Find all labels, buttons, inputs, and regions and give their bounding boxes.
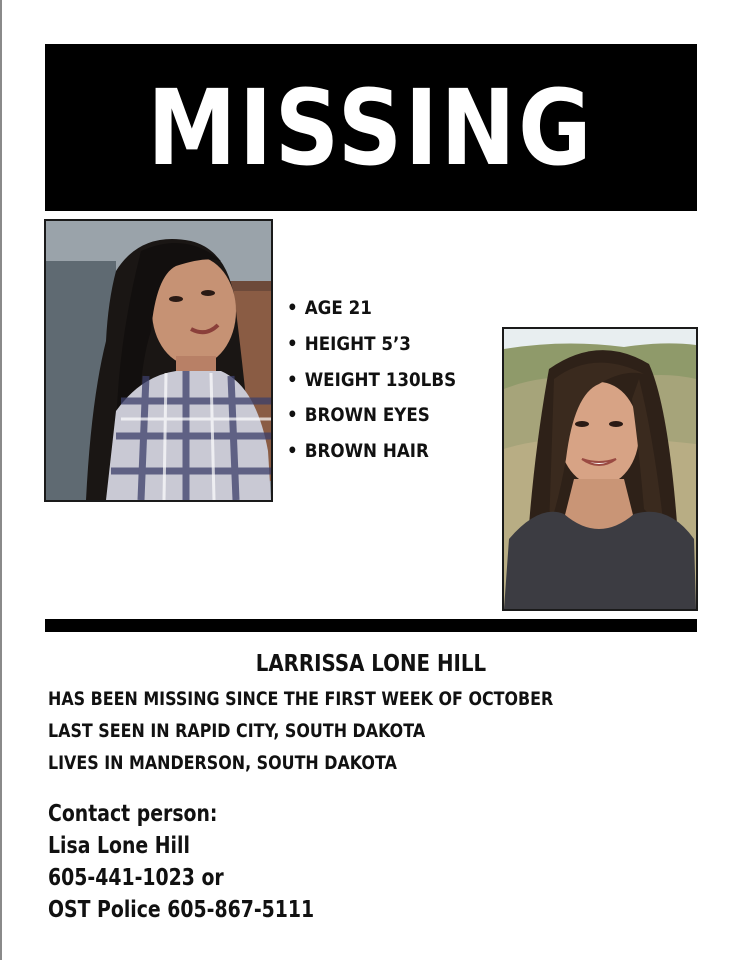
missing-person-name: LARRISSA LONE HILL (255, 651, 487, 677)
missing-banner (45, 44, 697, 211)
bullet-icon: • (287, 297, 298, 319)
poster-title: MISSING (147, 66, 595, 189)
detail-eyes: • BROWN EYES (287, 404, 430, 427)
contact-phone: 605-441-1023 or (48, 865, 224, 891)
bullet-icon: • (287, 332, 298, 355)
photo-indoor-image (46, 221, 271, 500)
info-missing-since: HAS BEEN MISSING SINCE THE FIRST WEEK OF OCTOBER (48, 689, 554, 710)
contact-heading: Contact person: (48, 801, 218, 827)
photo-outdoor (502, 327, 698, 611)
detail-height: • HEIGHT 5’3 (287, 332, 411, 355)
contact-name: Lisa Lone Hill (48, 833, 190, 859)
page-edge-line (0, 0, 2, 960)
physical-details-list (287, 291, 479, 470)
detail-hair: • BROWN HAIR (287, 440, 429, 463)
detail-age: • AGE 21 (287, 297, 372, 319)
bullet-icon: • (287, 404, 298, 427)
divider-bar (45, 619, 697, 632)
detail-weight: • WEIGHT 130LBS (287, 368, 457, 391)
photo-indoor (44, 219, 273, 502)
bullet-icon: • (287, 368, 298, 391)
info-last-seen: LAST SEEN IN RAPID CITY, SOUTH DAKOTA (48, 721, 426, 742)
photo-outdoor-image (504, 329, 696, 609)
bullet-icon: • (287, 440, 298, 463)
info-lives-in: LIVES IN MANDERSON, SOUTH DAKOTA (48, 753, 397, 774)
contact-police: OST Police 605-867-5111 (48, 897, 315, 923)
